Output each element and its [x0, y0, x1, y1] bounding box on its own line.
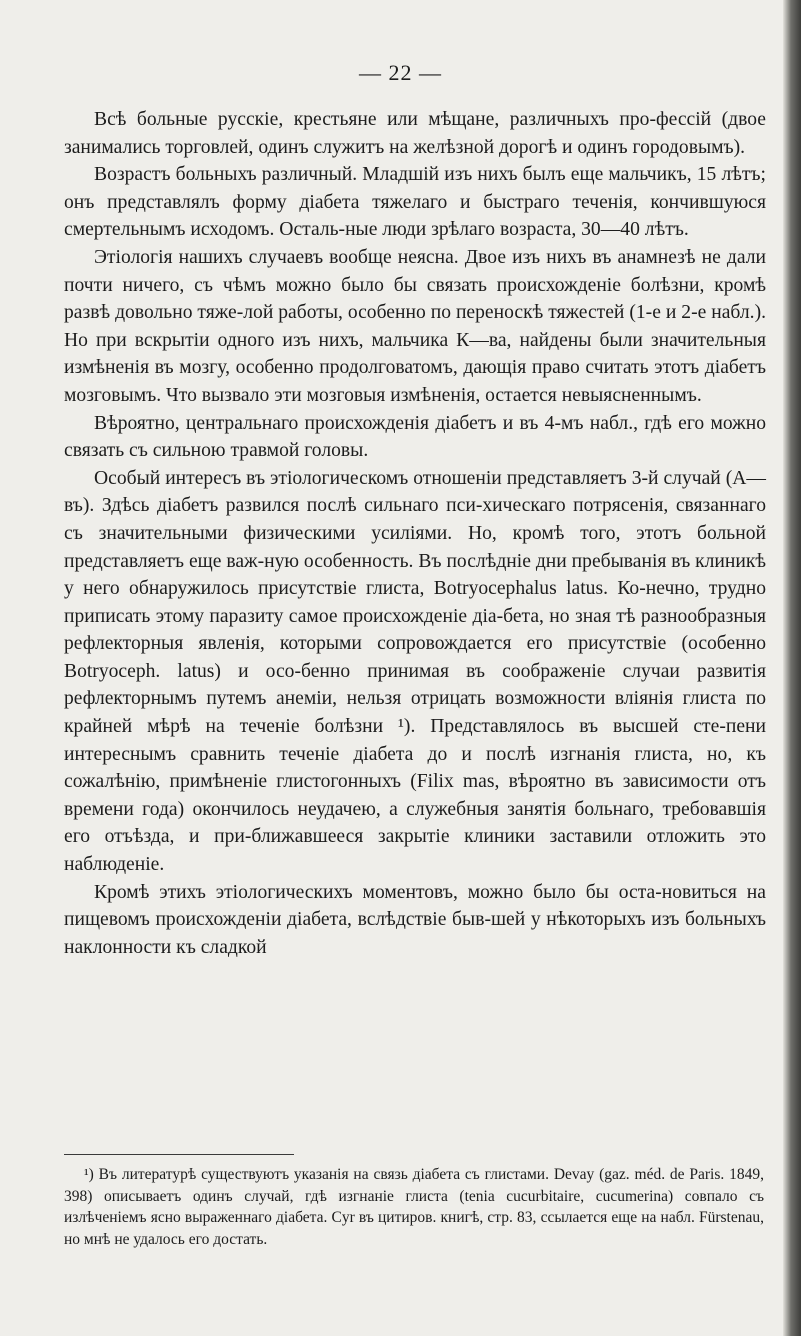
page-edge-shadow	[783, 0, 801, 1336]
paragraph: Этіологія нашихъ случаевъ вообще неясна. Двое изъ нихъ въ анамнезѣ не дали почти ничего, съ чѣмъ можно было бы связать происхожденіе болѣзни, кромѣ развѣ довольно тяже-лой работы, особенно по переноскѣ тяжестей (1-е и 2-е набл.). Но при вскрытіи одного изъ нихъ, мальчика К—ва, найдены были значительныя измѣненія въ мозгу, особенно продолговатомъ, дающія право считать этотъ діабетъ мозговымъ. Что вызвало эти мозговыя измѣненія, остается невыясненнымъ.	[64, 246, 766, 406]
footnote: ¹) Въ литературѣ существуютъ указанія на связь діабета съ глистами. Devay (gaz. méd. de Paris. 1849, 398) описываетъ одинъ случай, гдѣ изгнаніе глиста (tenia cucurbitaire, cucumerina) совпало съ излѣченіемъ ясно выраженнаго діабета. Cyr въ цитиров. книгѣ, стр. 83, ссылается еще на набл. Fürstenau, но мнѣ не удалось его достать.	[64, 1166, 764, 1248]
footnote-divider	[64, 1154, 294, 1155]
paragraph: Всѣ больные русскіе, крестьяне или мѣщане, различныхъ про-фессій (двое занимались торговлей, одинъ служитъ на желѣзной дорогѣ и одинъ городовымъ).	[64, 109, 766, 158]
footnotes	[64, 1164, 764, 1250]
paragraph: Кромѣ этихъ этіологическихъ моментовъ, можно было бы оста-новиться на пищевомъ происхожденіи діабета, вслѣдствіе быв-шей у нѣкоторыхъ изъ больныхъ наклонности къ сладкой	[64, 881, 766, 958]
body-text	[64, 106, 766, 961]
page-number: — 22 —	[359, 60, 442, 85]
paragraph: Возрастъ больныхъ различный. Младшій изъ нихъ былъ еще мальчикъ, 15 лѣтъ; онъ представлялъ форму діабета тяжелаго и быстраго теченія, кончившуюся смертельнымъ исходомъ. Осталь-ные люди зрѣлаго возраста, 30—40 лѣтъ.	[64, 164, 766, 241]
paragraph: Вѣроятно, центральнаго происхожденія діабетъ и въ 4-мъ набл., гдѣ его можно связать съ сильною травмой головы.	[64, 412, 766, 462]
paragraph: Особый интересъ въ этіологическомъ отношеніи представляетъ 3-й случай (А—въ). Здѣсь діабетъ развился послѣ сильнаго пси-хическаго потрясенія, связаннаго съ значительными физическими усиліями. Но, кромѣ того, этотъ больной представляетъ еще важ-ную особенность. Въ послѣдніе дни пребыванія въ клиникѣ у него обнаружилось присутствіе глиста, Botryocephalus latus. Ко-нечно, трудно приписать этому паразиту самое происхожденіе діа-бета, но зная тѣ разнообразныя рефлекторныя явленія, которыми сопровождается его присутствіе (особенно Botryoceph. latus) и осо-бенно принимая въ соображеніе случаи развитія рефлекторнымъ путемъ анеміи, нельзя отрицать возможности вліянія глиста по крайней мѣрѣ на теченіе болѣзни ¹). Представлялось въ высшей сте-пени интереснымъ сравнить теченіе діабета до и послѣ изгнанія глиста, но, къ сожалѣнію, примѣненіе глистогонныхъ (Filix mas, вѣроятно въ зависимости отъ времени года) окончилось неудачею, а служебныя занятія больнаго, требовавшія его отъѣзда, и при-ближавшееся закрытіе клиники заставили отложить это наблюденіе.	[64, 467, 767, 876]
